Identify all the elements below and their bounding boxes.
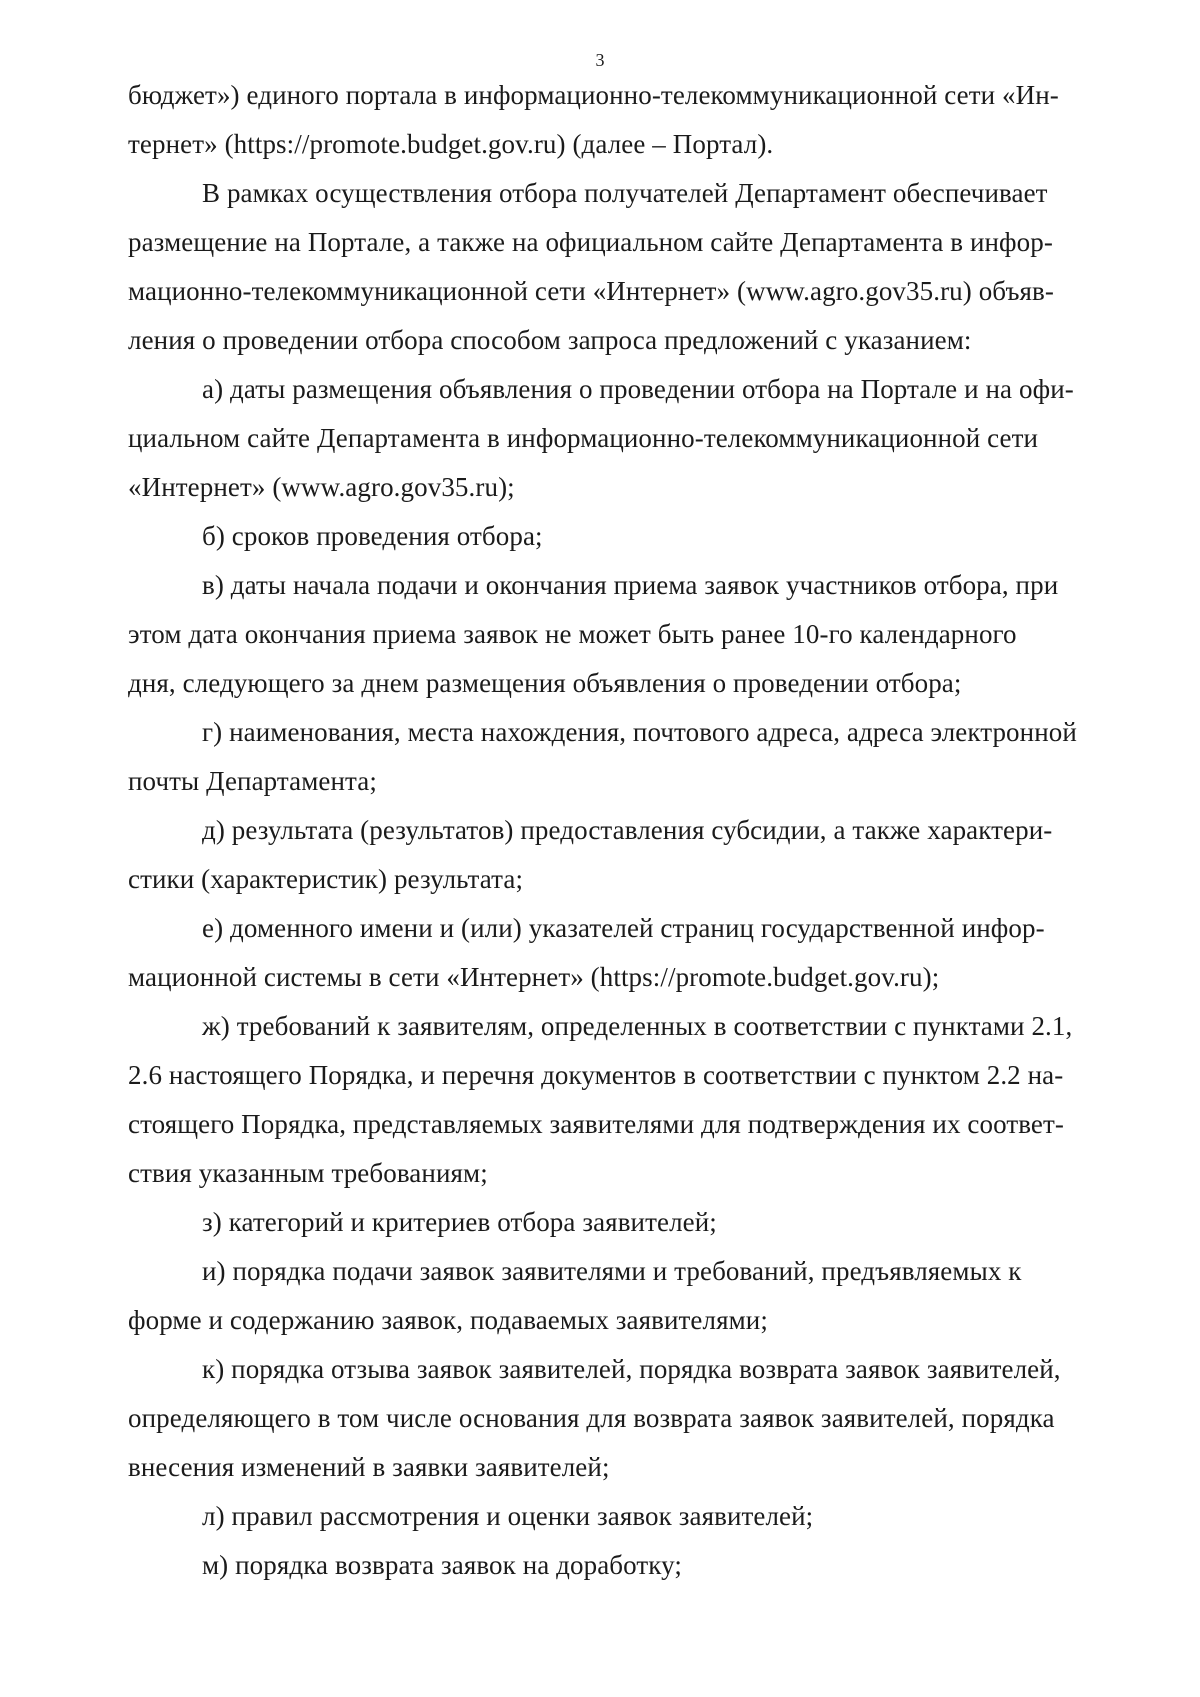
list-item-k: к) порядка отзыва заявок заявителей, порядка возврата заявок заявителей, определяющего в том числе основания для возврата заявок заявителей, порядка внесения изменений в заявки заявителей; bbox=[128, 1354, 1061, 1482]
list-item-e: е) доменного имени и (или) указателей страниц государственной инфор- мационной системы в сети «Интернет» (https://promote.budget.gov.ru); bbox=[128, 913, 1045, 992]
paragraph-intro-continuation: бюджет») единого портала в информационно-телекоммуникационной сети «Ин- тернет» (https://promote.budget.gov.ru) (далее – Портал). bbox=[128, 80, 1059, 159]
list-item-v: в) даты начала подачи и окончания приема заявок участников отбора, при этом дата окончания приема заявок не может быть ранее 10-го календарного дня, следующего за днем размещения объявления о проведении отбора; bbox=[128, 570, 1059, 698]
list-item-g: г) наименования, места нахождения, почтового адреса, адреса электронной почты Департамента; bbox=[128, 717, 1077, 796]
list-item-m: м) порядка возврата заявок на доработку; bbox=[202, 1550, 682, 1580]
list-item-a: а) даты размещения объявления о проведении отбора на Портале и на офи- циальном сайте Департамента в информационно-телекоммуникационной сети «Интернет» (www.agro.gov35.ru); bbox=[128, 374, 1074, 502]
list-item-zh: ж) требований к заявителям, определенных в соответствии с пунктами 2.1, 2.6 настоящего Порядка, и перечня документов в соответствии с пунктом 2.2 на- стоящего Порядка, представляемых заявителями для подтверждения их соответ- ствия указанным требованиям; bbox=[128, 1011, 1073, 1188]
page-number: 3 bbox=[595, 50, 605, 70]
list-item-z: з) категорий и критериев отбора заявителей; bbox=[202, 1207, 717, 1237]
list-item-b: б) сроков проведения отбора; bbox=[202, 521, 543, 551]
document-body bbox=[128, 71, 1122, 1590]
list-item-d: д) результата (результатов) предоставления субсидии, а также характери- стики (характеристик) результата; bbox=[128, 815, 1053, 894]
list-item-l: л) правил рассмотрения и оценки заявок заявителей; bbox=[202, 1501, 814, 1531]
list-item-i: и) порядка подачи заявок заявителями и требований, предъявляемых к форме и содержанию заявок, подаваемых заявителями; bbox=[128, 1256, 1022, 1335]
paragraph-selection-announcement: В рамках осуществления отбора получателей Департамент обеспечивает размещение на Портале, а также на официальном сайте Департамента в инфор- мационно-телекоммуникационной сети «Интернет» (www.agro.gov35.ru) объяв- ления о проведении отбора способом запроса предложений с указанием: bbox=[128, 178, 1054, 355]
